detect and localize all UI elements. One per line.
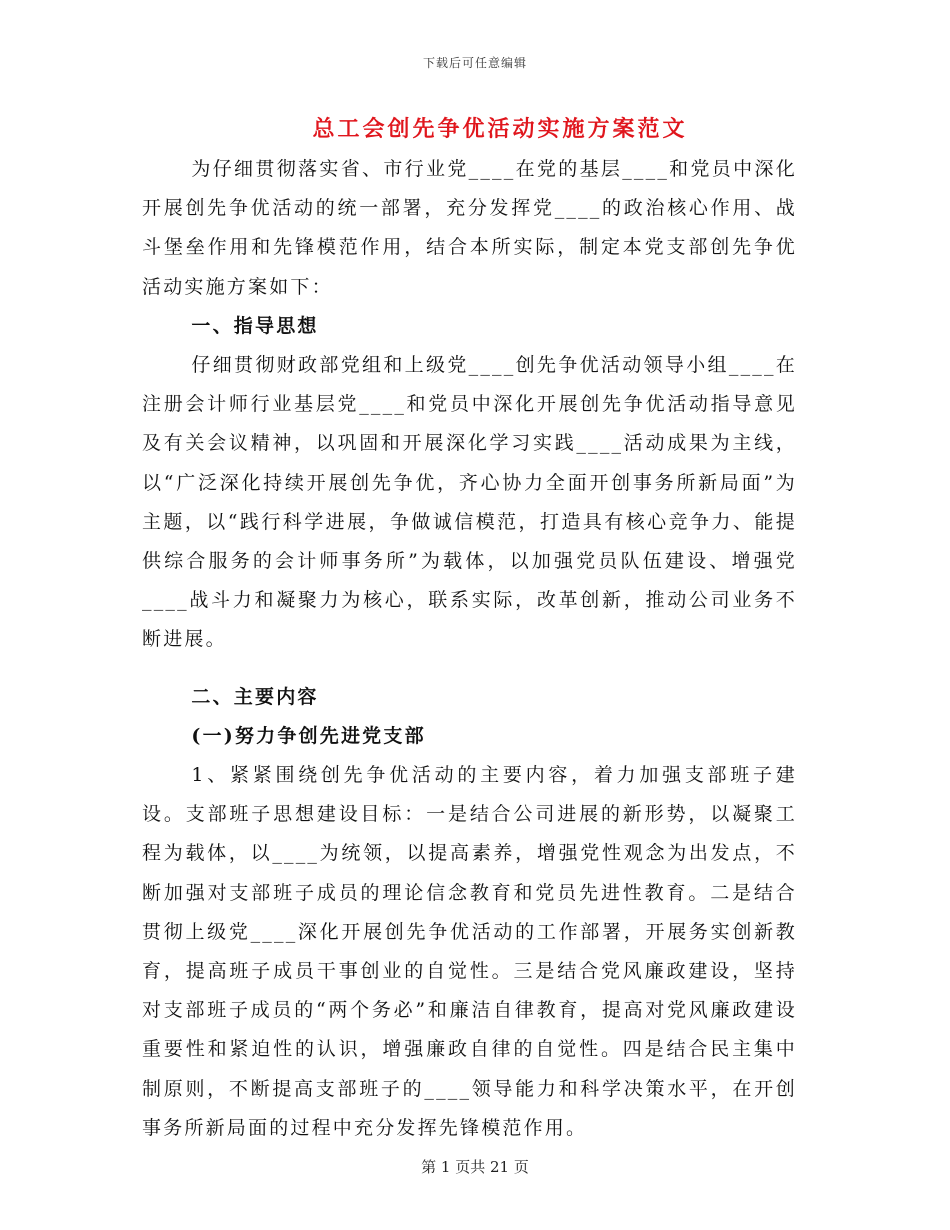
section-heading-guiding: 一、指导思想 [191, 314, 319, 337]
document-title: 总工会创先争优活动实施方案范文 [312, 116, 688, 142]
item-1-paragraph: 1、紧紧围绕创先争优活动的主要内容，着力加强支部班子建设。支部班子思想建设目标：一是结合公司进展的新形势，以凝聚工程为载体，以____为统领，以提高素养，增强党性观念为出发点，不断加强对支部班子成员的理论信念教育和党员先进性教育。二是结合贯彻上级党____深化开展创先争优活动的工作部署，开展务实创新教育，提高班子成员干事创业的自觉性。三是结合党风廉政建设，坚持对支部班子成员的“两个务必”和廉洁自律教育，提高对党风廉政建设重要性和紧迫性的认识，增强廉政自律的自觉性。四是结合民主集中制原则，不断提高支部班子的____领导能力和科学决策水平，在开创事务所新局面的过程中充分发挥先锋模范作用。 [142, 764, 797, 1139]
header-note: 下载后可任意编辑 [422, 56, 527, 70]
guiding-paragraph: 仔细贯彻财政部党组和上级党____创先争优活动领导小组____在注册会计师行业基层党____和党员中深化开展创先争优活动指导意见及有关会议精神，以巩固和开展深化学习实践____活动成果为主线，以“广泛深化持续开展创先争优，齐心协力全面开创事务所新局面”为主题，以“践行科学进展，争做诚信模范，打造具有核心竞争力、能提供综合服务的会计师事务所”为载体，以加强党员队伍建设、增强党____战斗力和凝聚力为核心，联系实际，改革创新，推动公司业务不断进展。 [142, 354, 797, 651]
section-heading-content: 二、主要内容 [191, 685, 319, 708]
intro-paragraph: 为仔细贯彻落实省、市行业党____在党的基层____和党员中深化开展创先争优活动的统一部署，充分发挥党____的政治核心作用、战斗堡垒作用和先锋模范作用，结合本所实际，制定本党支部创先争优活动实施方案如下： [142, 158, 797, 298]
document-body [142, 150, 797, 1148]
page-number-footer: 第 1 页共 21 页 [421, 1158, 529, 1176]
subsection-heading-party-branch: (一)努力争创先进党支部 [191, 724, 426, 747]
